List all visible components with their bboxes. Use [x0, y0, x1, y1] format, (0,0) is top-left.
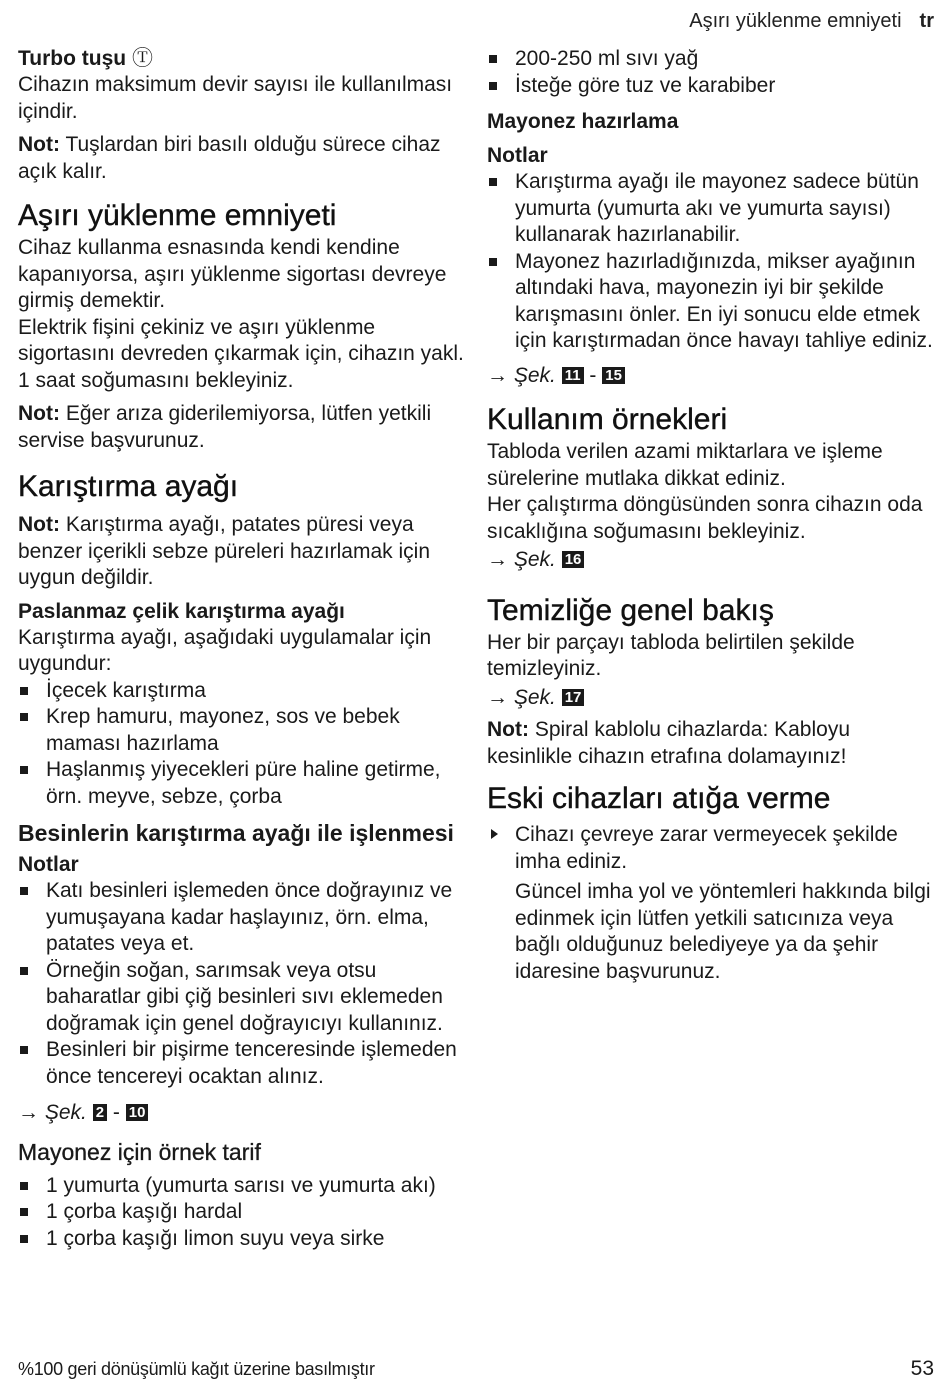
recycled-paper-notice: %100 geri dönüşümlü kağıt üzerine basılmıştır — [18, 1358, 375, 1379]
bullet-square-icon — [20, 687, 28, 695]
bullet-square-icon — [20, 1208, 28, 1216]
running-header — [689, 8, 934, 35]
figure-number-badge: 10 — [126, 1104, 149, 1121]
bullet-square-icon — [489, 258, 497, 266]
list-item-text: Örneğin soğan, sarımsak veya otsu baharatlar gibi çiğ besinleri sıvı eklemeden doğramak için genel doğrayıcıyı kullanınız. — [46, 958, 443, 1035]
heading-usage-examples: Kullanım örnekleri — [487, 403, 728, 436]
header-language-code: tr — [919, 10, 934, 32]
examples-paragraph-1: Tabloda verilen azami miktarlara ve işleme sürelerine mutlaka dikkat ediniz. — [487, 440, 883, 490]
note-label: Not: — [18, 133, 60, 156]
bullet-square-icon — [20, 967, 28, 975]
triangle-bullet-icon — [491, 829, 498, 839]
mayo-notes-list — [487, 169, 935, 355]
note-blender — [18, 512, 470, 592]
heading-blender-foot: Karıştırma ayağı — [18, 470, 239, 503]
list-item — [487, 46, 935, 73]
figure-range-dash: - — [112, 1101, 120, 1124]
figure-number-badge: 17 — [562, 689, 585, 706]
overload-paragraph-2: Elektrik fişini çekiniz ve aşırı yüklenme sigortasını devreden çıkarmak için, cihazın yakl. 1 saat soğumasını bekleyiniz. — [18, 315, 464, 392]
note-text: Spiral kablolu cihazlarda: Kabloyu kesinlikle cihazın etrafına dolamayınız! — [487, 718, 851, 768]
list-item — [487, 249, 935, 355]
figure-range-dash: - — [589, 363, 597, 387]
list-item — [18, 678, 470, 705]
note-text: Karıştırma ayağı, patates püresi veya benzer içerikli sebze püreleri hazırlamak için uygun değildir. — [18, 513, 431, 589]
bullet-square-icon — [20, 887, 28, 895]
heading-overload-protection: Aşırı yüklenme emniyeti — [18, 199, 337, 232]
list-item — [487, 73, 935, 100]
list-item-text: İçecek karıştırma — [46, 678, 206, 702]
note-turbo — [18, 132, 470, 185]
figure-reference — [487, 547, 935, 574]
list-item-text: Haşlanmış yiyecekleri püre haline getirme, örn. meyve, sebze, çorba — [46, 758, 441, 808]
list-item-text: Besinleri bir pişirme tenceresinde işlemeden önce tencereyi ocaktan alınız. — [46, 1038, 457, 1088]
page-number: 53 — [910, 1356, 934, 1380]
bullet-square-icon — [20, 1235, 28, 1243]
list-item — [18, 704, 470, 757]
list-item — [487, 822, 935, 875]
list-item-text: İsteğe göre tuz ve karabiber — [515, 73, 776, 97]
list-item — [18, 1037, 470, 1090]
note-text: Tuşlardan biri basılı olduğu sürece cihaz açık kalır. — [18, 133, 441, 183]
disposal-steps-list — [487, 822, 935, 875]
mayo-preparation-title: Mayonez hazırlama — [487, 110, 679, 133]
figure-reference — [18, 1100, 470, 1127]
note-text: Eğer arıza giderilemiyorsa, lütfen yetkili servise başvurunuz. — [18, 402, 432, 452]
figure-number-badge: 16 — [562, 551, 585, 568]
figure-reference — [487, 685, 935, 712]
turbo-button-title — [18, 46, 470, 72]
bullet-square-icon — [489, 178, 497, 186]
list-item-text: 1 çorba kaşığı limon suyu veya sirke — [46, 1226, 385, 1250]
list-item — [18, 1173, 470, 1200]
steel-blender-description: Karıştırma ayağı, aşağıdaki uygulamalar için uygundur: — [18, 625, 432, 675]
list-item-text: Krep hamuru, mayonez, sos ve bebek maması hazırlama — [46, 705, 400, 755]
list-item — [18, 878, 470, 958]
heading-cleaning-overview: Temizliğe genel bakış — [487, 593, 774, 627]
right-column — [487, 46, 935, 992]
disposal-paragraph: Güncel imha yol ve yöntemleri hakkında bilgi edinmek için lütfen yetkili satıcınıza veya bağlı olduğunuz belediyeye ya da şehir idaresine başvurunuz. — [515, 880, 931, 983]
heading-mayo-recipe: Mayonez için örnek tarif — [18, 1138, 261, 1165]
note-cable — [487, 717, 935, 770]
arrow-right-icon: → — [487, 685, 508, 709]
arrow-right-icon: → — [487, 363, 508, 387]
figure-reference — [487, 363, 935, 390]
overload-paragraph-1: Cihaz kullanma esnasında kendi kendine kapanıyorsa, aşırı yüklenme sigortası devreye girmiş demektir. — [18, 236, 447, 312]
arrow-right-icon: → — [18, 1101, 39, 1124]
steel-uses-list — [18, 678, 470, 811]
figure-abbrev: Şek. — [44, 1101, 87, 1124]
figure-number-badge: 15 — [602, 367, 625, 384]
figure-abbrev: Şek. — [513, 685, 556, 709]
turbo-title-text: Turbo tuşu — [18, 47, 127, 70]
processing-notes-list — [18, 878, 470, 1090]
heading-processing-food: Besinlerin karıştırma ayağı ile işlenmesi — [18, 820, 454, 846]
figure-abbrev: Şek. — [513, 363, 556, 387]
bullet-square-icon — [489, 82, 497, 90]
note-label: Not: — [487, 718, 529, 741]
list-item-text: Katı besinleri işlemeden önce doğrayınız ve yumuşayana kadar haşlayınız, örn. elma, patates veya et. — [46, 879, 453, 955]
list-item — [18, 1226, 470, 1253]
steel-blender-title: Paslanmaz çelik karıştırma ayağı — [18, 599, 345, 623]
list-item-text: Karıştırma ayağı ile mayonez sadece bütün yumurta (yumurta akı ve yumurta sayısı) kullanarak hazırlanabilir. — [515, 170, 919, 246]
left-column — [18, 46, 470, 1258]
figure-number-badge: 11 — [562, 367, 584, 384]
bullet-square-icon — [20, 713, 28, 721]
list-item — [18, 958, 470, 1038]
list-item — [18, 1199, 470, 1226]
bullet-square-icon — [20, 1046, 28, 1054]
bullet-square-icon — [20, 1182, 28, 1190]
header-section-title: Aşırı yüklenme emniyeti — [689, 10, 902, 32]
recipe-ingredients-list — [18, 1173, 470, 1253]
list-item — [487, 169, 935, 249]
list-item-text: 1 yumurta (yumurta sarısı ve yumurta akı) — [46, 1173, 436, 1197]
figure-abbrev: Şek. — [513, 548, 556, 571]
notes-label: Notlar — [487, 144, 548, 167]
recipe-ingredients-list-continued — [487, 46, 935, 99]
figure-number-badge: 2 — [93, 1104, 107, 1121]
examples-paragraph-2: Her çalıştırma döngüsünden sonra cihazın oda sıcaklığına soğumasını bekleyiniz. — [487, 493, 923, 543]
note-label: Not: — [18, 402, 60, 425]
list-item-text: Mayonez hazırladığınızda, mikser ayağının altındaki hava, mayonezin iyi bir şekilde karışmasını önler. En iyi sonucu elde etmek için karıştırmadan önce havayı tahliye ediniz. — [515, 249, 933, 352]
list-item-text: 200-250 ml sıvı yağ — [515, 47, 699, 70]
turbo-symbol-icon: Ⓣ — [131, 47, 153, 70]
bullet-square-icon — [20, 766, 28, 774]
heading-disposal: Eski cihazları atığa verme — [487, 782, 831, 815]
turbo-description: Cihazın maksimum devir sayısı ile kullanılması içindir. — [18, 73, 453, 123]
list-item — [18, 757, 470, 810]
note-overload — [18, 401, 470, 454]
list-item-text: Cihazı çevreye zarar vermeyecek şekilde imha ediniz. — [515, 823, 898, 873]
list-item-text: 1 çorba kaşığı hardal — [46, 1200, 243, 1223]
cleaning-paragraph: Her bir parçayı tabloda belirtilen şekilde temizleyiniz. — [487, 630, 855, 680]
notes-label: Notlar — [18, 853, 79, 876]
bullet-square-icon — [489, 55, 497, 63]
note-label: Not: — [18, 513, 60, 536]
arrow-right-icon: → — [487, 548, 508, 571]
